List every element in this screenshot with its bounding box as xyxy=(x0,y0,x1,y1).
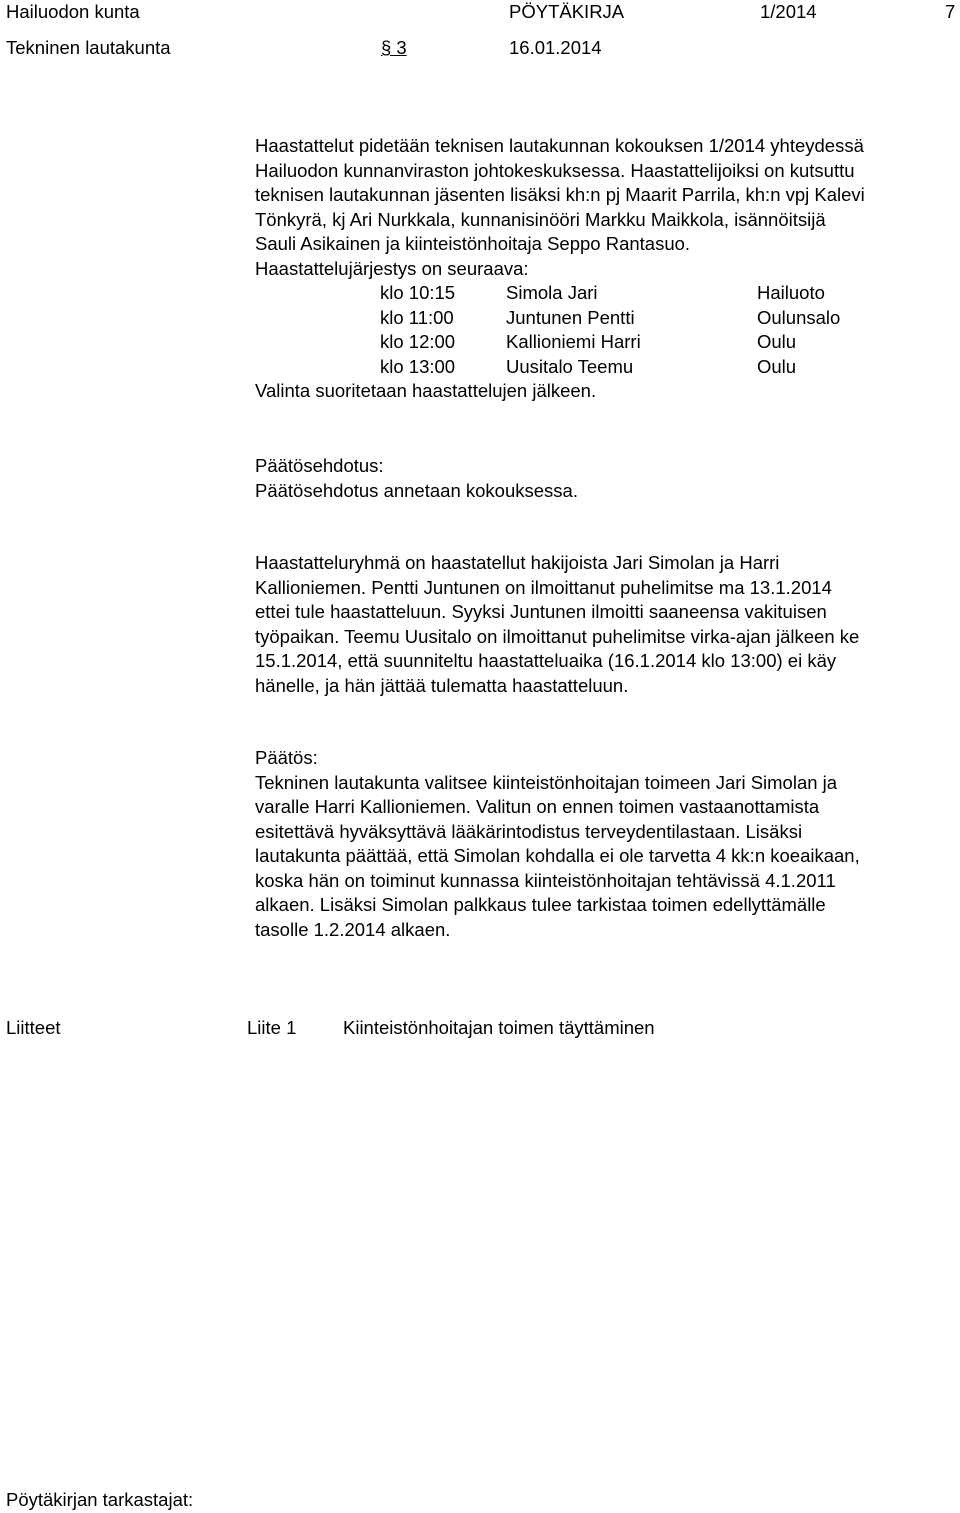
schedule-time: klo 12:00 xyxy=(380,331,456,352)
schedule-name: Simola Jari xyxy=(506,282,598,303)
note-line: 15.1.2014, että suunniteltu haastatteluaika (16.1.2014 klo 13:00) ei käy xyxy=(255,650,837,671)
proposal-section xyxy=(255,454,955,503)
note-line: työpaikan. Teemu Uusitalo on ilmoittanut puhelimitse virka-ajan jälkeen ke xyxy=(255,625,860,647)
attachment-title: Kiinteistönhoitajan toimen täyttäminen xyxy=(343,1017,655,1038)
proposal-heading: Päätösehdotus: xyxy=(255,455,384,476)
note-line: Kallioniemen. Pentti Juntunen on ilmoittanut puhelimitse ma 13.1.2014 xyxy=(255,576,832,598)
intro-line: Haastattelujärjestys on seuraava: xyxy=(255,257,529,279)
decision-line: Tekninen lautakunta valitsee kiinteistönhoitajan toimeen Jari Simolan ja xyxy=(255,771,838,793)
note-line: Haastatteluryhmä on haastatellut hakijoista Jari Simolan ja Harri xyxy=(255,552,780,573)
attachments-label: Liitteet xyxy=(6,1017,61,1038)
meeting-date: 16.01.2014 xyxy=(509,37,602,58)
intro-line: teknisen lautakunnan jäsenten lisäksi kh:n pj Maarit Parrila, kh:n vpj Kalevi xyxy=(255,184,865,205)
reviewers-label: Pöytäkirjan tarkastajat: xyxy=(6,1489,194,1510)
decision-line: alkaen. Lisäksi Simolan palkkaus tulee tarkistaa toimen edellyttämälle xyxy=(255,894,826,915)
intro-line: Sauli Asikainen ja kiinteistönhoitaja Seppo Rantasuo. xyxy=(255,233,691,254)
schedule-note: Valinta suoritetaan haastattelujen jälkeen. xyxy=(255,380,597,401)
intro-line: Haastattelut pidetään teknisen lautakunnan kokouksen 1/2014 yhteydessä xyxy=(255,135,864,156)
intro-line: Hailuodon kunnanviraston johtokeskuksessa. Haastattelijoiksi on kutsuttu xyxy=(255,159,855,181)
decision-line: esitettävä hyväksyttävä lääkärintodistus terveydentilastaan. Lisäksi xyxy=(255,820,803,842)
attachment-id: Liite 1 xyxy=(247,1017,297,1038)
intro-paragraph xyxy=(255,134,955,281)
section-number: § 3 xyxy=(381,37,407,58)
municipality-name: Hailuodon kunta xyxy=(6,1,140,22)
schedule-place: Oulu xyxy=(757,355,797,377)
schedule-time: klo 13:00 xyxy=(380,355,456,377)
decision-line: tasolle 1.2.2014 alkaen. xyxy=(255,918,451,940)
schedule-place: Oulu xyxy=(757,331,797,352)
proposal-text: Päätösehdotus annetaan kokouksessa. xyxy=(255,479,578,501)
schedule-name: Uusitalo Teemu xyxy=(506,355,634,377)
decision-line: varalle Harri Kallioniemen. Valitun on ennen toimen vastaanottamista xyxy=(255,796,820,817)
schedule-time: klo 11:00 xyxy=(380,306,454,328)
schedule-name: Juntunen Pentti xyxy=(506,306,635,328)
decision-line: koska hän on toiminut kunnassa kiinteistönhoitajan tehtävissä 4.1.2011 xyxy=(255,869,836,891)
schedule-place: Hailuoto xyxy=(757,282,825,303)
schedule-time: klo 10:15 xyxy=(380,282,456,303)
decision-section xyxy=(255,746,955,942)
intro-line: Tönkyrä, kj Ari Nurkkala, kunnanisinööri Markku Maikkola, isännöitsijä xyxy=(255,208,826,230)
document-number: 1/2014 xyxy=(760,1,817,22)
decision-line: lautakunta päättää, että Simolan kohdalla ei ole tarvetta 4 kk:n koeaikaan, xyxy=(255,845,860,866)
committee-name: Tekninen lautakunta xyxy=(6,37,171,58)
note-line: hänelle, ja hän jättää tulematta haastatteluun. xyxy=(255,674,629,696)
schedule-place: Oulunsalo xyxy=(757,306,841,328)
note-line: ettei tule haastatteluun. Syyksi Juntunen ilmoitti saaneensa vakituisen xyxy=(255,601,827,622)
document-type: PÖYTÄKIRJA xyxy=(509,1,625,22)
interview-note xyxy=(255,551,955,698)
page-number: 7 xyxy=(945,1,956,22)
schedule-name: Kallioniemi Harri xyxy=(506,331,641,352)
decision-heading: Päätös: xyxy=(255,747,318,768)
